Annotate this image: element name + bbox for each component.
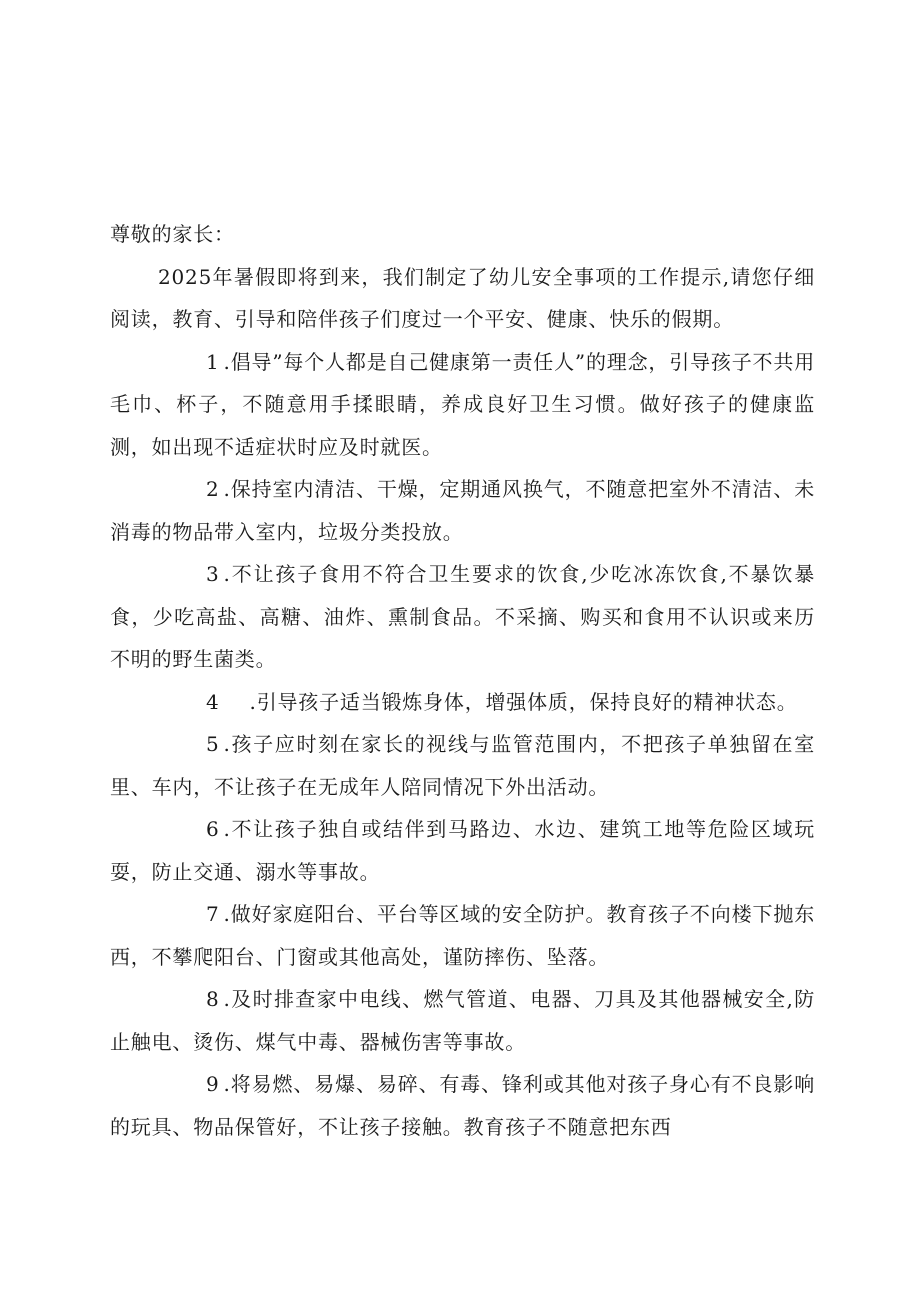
item-number: 7: [206, 902, 220, 926]
safety-item-2: [110, 468, 815, 553]
item-text: .将易燃、易爆、易碎、有毒、锋利或其他对孩子身心有不良影响的玩具、物品保管好，不让孩子接触。教育孩子不随意把东西: [110, 1072, 815, 1139]
item-text: .孩子应时刻在家长的视线与监管范围内，不把孩子单独留在室里、车内，不让孩子在无成年人陪同情况下外出活动。: [110, 732, 815, 799]
item-number: 2: [206, 477, 220, 501]
safety-item-5: [110, 723, 815, 808]
item-text: .做好家庭阳台、平台等区域的安全防护。教育孩子不向楼下抛东西，不攀爬阳台、门窗或其他高处，谨防摔伤、坠落。: [110, 902, 815, 969]
safety-item-6: [110, 808, 815, 893]
item-number: 8: [206, 987, 220, 1011]
item-number: 4: [206, 689, 220, 714]
item-text: .引导孩子适当锻炼身体，增强体质，保持良好的精神状态。: [249, 689, 798, 714]
safety-item-9: [110, 1063, 815, 1148]
item-number: 9: [206, 1072, 220, 1096]
item-number: 5: [206, 732, 220, 756]
item-number: 1: [206, 349, 220, 374]
safety-item-7: [110, 893, 815, 978]
item-text: .倡导”每个人都是自己健康第一责任人”的理念，引导孩子不共用毛巾、杯子，不随意用手揉眼睛，养成良好卫生习惯。做好孩子的健康监测，如出现不适症状时应及时就医。: [110, 349, 815, 459]
item-number: 6: [206, 817, 220, 841]
safety-item-3: [110, 553, 815, 681]
item-text: .保持室内清洁、干燥，定期通风换气，不随意把室外不清洁、未消毒的物品带入室内，垃圾分类投放。: [110, 477, 815, 544]
letter-body: [110, 213, 815, 1148]
safety-item-8: [110, 978, 815, 1063]
item-text: .及时排查家中电线、燃气管道、电器、刀具及其他器械安全,防止触电、烫伤、煤气中毒、器械伤害等事故。: [110, 987, 815, 1054]
safety-item-4: [110, 681, 815, 724]
salutation: 尊敬的家长：: [110, 222, 235, 246]
item-text: .不让孩子食用不符合卫生要求的饮食,少吃冰冻饮食,不暴饮暴食，少吃高盐、高糖、油炸、熏制食品。不采摘、购买和食用不认识或来历不明的野生菌类。: [110, 562, 815, 671]
safety-item-1: [110, 341, 815, 469]
item-text: .不让孩子独自或结伴到马路边、水边、建筑工地等危险区域玩耍，防止交通、溺水等事故。: [110, 817, 815, 884]
intro-paragraph: 2025年暑假即将到来，我们制定了幼儿安全事项的工作提示,请您仔细阅读，教育、引导和陪伴孩子们度过一个平安、健康、快乐的假期。: [110, 264, 815, 331]
item-number: 3: [206, 562, 220, 586]
